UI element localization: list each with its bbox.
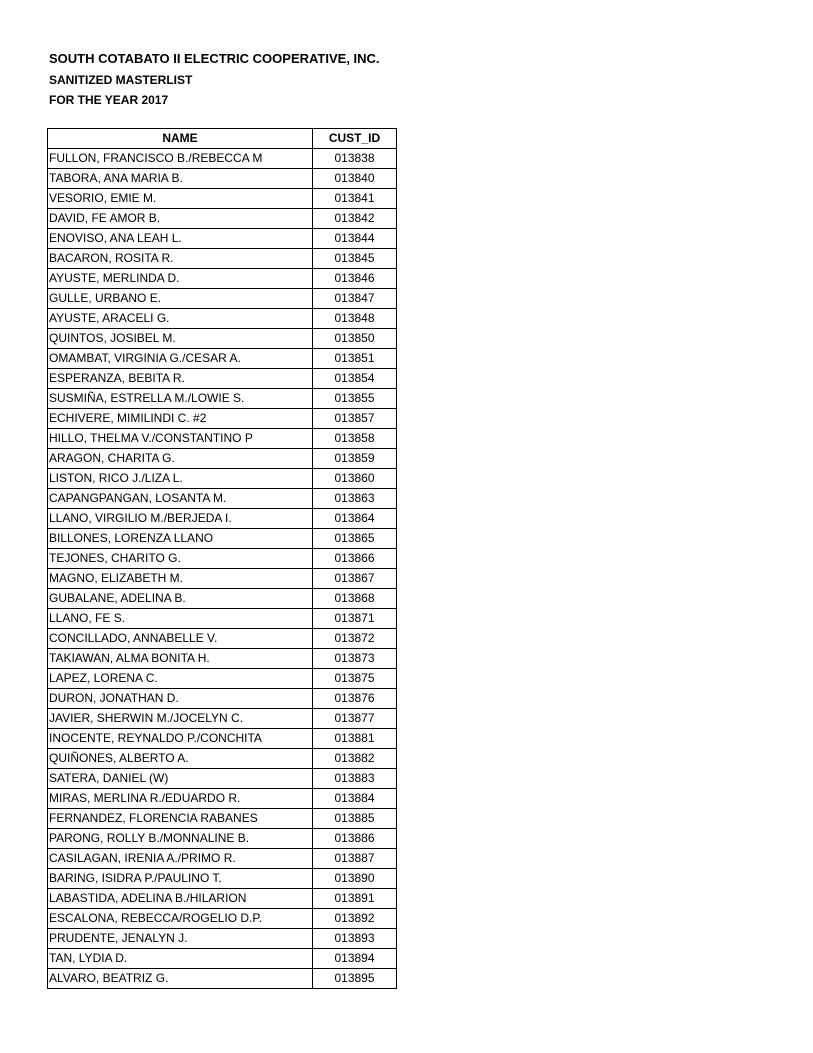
table-row (48, 289, 397, 309)
customer-id-cell: 013859 (313, 449, 397, 469)
table-row (48, 849, 397, 869)
customer-id-cell: 013894 (313, 949, 397, 969)
table-row (48, 869, 397, 889)
customer-id-cell: 013841 (313, 189, 397, 209)
masterlist-table (47, 128, 397, 989)
table-row (48, 149, 397, 169)
table-row (48, 389, 397, 409)
customer-id-cell: 013854 (313, 369, 397, 389)
customer-name-cell: DAVID, FE AMOR B. (48, 209, 313, 229)
customer-name-cell: CASILAGAN, IRENIA A./PRIMO R. (48, 849, 313, 869)
customer-id-cell: 013881 (313, 729, 397, 749)
customer-id-cell: 013883 (313, 769, 397, 789)
table-row (48, 609, 397, 629)
table-row (48, 649, 397, 669)
column-header-name: NAME (48, 129, 313, 149)
customer-id-cell: 013885 (313, 809, 397, 829)
customer-name-cell: HILLO, THELMA V./CONSTANTINO P (48, 429, 313, 449)
table-row (48, 929, 397, 949)
customer-name-cell: LLANO, VIRGILIO M./BERJEDA I. (48, 509, 313, 529)
table-row (48, 809, 397, 829)
table-row (48, 509, 397, 529)
document-header (49, 50, 380, 110)
customer-id-cell: 013851 (313, 349, 397, 369)
document-year: FOR THE YEAR 2017 (49, 93, 169, 107)
document-subtitle: SANITIZED MASTERLIST (49, 73, 193, 87)
customer-id-cell: 013864 (313, 509, 397, 529)
table-row (48, 409, 397, 429)
customer-id-cell: 013877 (313, 709, 397, 729)
customer-name-cell: FERNANDEZ, FLORENCIA RABANES (48, 809, 313, 829)
customer-id-cell: 013892 (313, 909, 397, 929)
customer-id-cell: 013865 (313, 529, 397, 549)
table-row (48, 709, 397, 729)
customer-name-cell: LLANO, FE S. (48, 609, 313, 629)
table-row (48, 169, 397, 189)
table-row (48, 769, 397, 789)
customer-name-cell: BACARON, ROSITA R. (48, 249, 313, 269)
customer-name-cell: TEJONES, CHARITO G. (48, 549, 313, 569)
customer-name-cell: LAPEZ, LORENA C. (48, 669, 313, 689)
table-row (48, 529, 397, 549)
customer-id-cell: 013858 (313, 429, 397, 449)
table-row (48, 629, 397, 649)
customer-name-cell: VESORIO, EMIE M. (48, 189, 313, 209)
table-row (48, 269, 397, 289)
customer-id-cell: 013846 (313, 269, 397, 289)
table-row (48, 669, 397, 689)
customer-name-cell: ALVARO, BEATRIZ G. (48, 969, 313, 989)
customer-id-cell: 013857 (313, 409, 397, 429)
table-row (48, 889, 397, 909)
customer-name-cell: GUBALANE, ADELINA B. (48, 589, 313, 609)
table-row (48, 229, 397, 249)
customer-id-cell: 013882 (313, 749, 397, 769)
customer-name-cell: INOCENTE, REYNALDO P./CONCHITA (48, 729, 313, 749)
customer-id-cell: 013887 (313, 849, 397, 869)
table-row (48, 949, 397, 969)
customer-name-cell: AYUSTE, ARACELI G. (48, 309, 313, 329)
customer-id-cell: 013890 (313, 869, 397, 889)
customer-name-cell: CAPANGPANGAN, LOSANTA M. (48, 489, 313, 509)
customer-name-cell: PARONG, ROLLY B./MONNALINE B. (48, 829, 313, 849)
table-header-row (48, 129, 397, 149)
table-row (48, 189, 397, 209)
customer-id-cell: 013863 (313, 489, 397, 509)
company-name: SOUTH COTABATO II ELECTRIC COOPERATIVE, INC. (49, 51, 380, 66)
table-row (48, 749, 397, 769)
customer-id-cell: 013868 (313, 589, 397, 609)
customer-id-cell: 013872 (313, 629, 397, 649)
customer-id-cell: 013873 (313, 649, 397, 669)
customer-id-cell: 013850 (313, 329, 397, 349)
customer-id-cell: 013871 (313, 609, 397, 629)
customer-name-cell: PRUDENTE, JENALYN J. (48, 929, 313, 949)
table-row (48, 309, 397, 329)
customer-id-cell: 013895 (313, 969, 397, 989)
customer-id-cell: 013860 (313, 469, 397, 489)
customer-name-cell: TABORA, ANA MARIA B. (48, 169, 313, 189)
customer-name-cell: ARAGON, CHARITA G. (48, 449, 313, 469)
table-row (48, 829, 397, 849)
customer-id-cell: 013886 (313, 829, 397, 849)
customer-name-cell: TAN, LYDIA D. (48, 949, 313, 969)
customer-name-cell: SATERA, DANIEL (W) (48, 769, 313, 789)
customer-id-cell: 013876 (313, 689, 397, 709)
customer-name-cell: LABASTIDA, ADELINA B./HILARION (48, 889, 313, 909)
table-row (48, 449, 397, 469)
customer-name-cell: GULLE, URBANO E. (48, 289, 313, 309)
customer-id-cell: 013844 (313, 229, 397, 249)
customer-id-cell: 013866 (313, 549, 397, 569)
table-row (48, 249, 397, 269)
customer-id-cell: 013838 (313, 149, 397, 169)
table-row (48, 329, 397, 349)
customer-name-cell: OMAMBAT, VIRGINIA G./CESAR A. (48, 349, 313, 369)
customer-id-cell: 013891 (313, 889, 397, 909)
table-row (48, 369, 397, 389)
customer-name-cell: ENOVISO, ANA LEAH L. (48, 229, 313, 249)
table-row (48, 209, 397, 229)
table-row (48, 349, 397, 369)
customer-name-cell: MAGNO, ELIZABETH M. (48, 569, 313, 589)
customer-id-cell: 013848 (313, 309, 397, 329)
customer-id-cell: 013875 (313, 669, 397, 689)
table-row (48, 729, 397, 749)
table-row (48, 969, 397, 989)
table-row (48, 589, 397, 609)
customer-name-cell: ESCALONA, REBECCA/ROGELIO D.P. (48, 909, 313, 929)
customer-name-cell: FULLON, FRANCISCO B./REBECCA M (48, 149, 313, 169)
customer-name-cell: TAKIAWAN, ALMA BONITA H. (48, 649, 313, 669)
column-header-cust-id: CUST_ID (313, 129, 397, 149)
table-body (48, 149, 397, 989)
customer-name-cell: DURON, JONATHAN D. (48, 689, 313, 709)
customer-name-cell: QUINTOS, JOSIBEL M. (48, 329, 313, 349)
customer-name-cell: LISTON, RICO J./LIZA L. (48, 469, 313, 489)
table-row (48, 549, 397, 569)
table-row (48, 909, 397, 929)
customer-name-cell: MIRAS, MERLINA R./EDUARDO R. (48, 789, 313, 809)
customer-name-cell: CONCILLADO, ANNABELLE V. (48, 629, 313, 649)
table-row (48, 789, 397, 809)
customer-id-cell: 013867 (313, 569, 397, 589)
customer-name-cell: QUIÑONES, ALBERTO A. (48, 749, 313, 769)
customer-name-cell: AYUSTE, MERLINDA D. (48, 269, 313, 289)
customer-id-cell: 013840 (313, 169, 397, 189)
customer-name-cell: BILLONES, LORENZA LLANO (48, 529, 313, 549)
customer-name-cell: ECHIVERE, MIMILINDI C. #2 (48, 409, 313, 429)
customer-id-cell: 013884 (313, 789, 397, 809)
table-row (48, 689, 397, 709)
customer-name-cell: JAVIER, SHERWIN M./JOCELYN C. (48, 709, 313, 729)
customer-id-cell: 013893 (313, 929, 397, 949)
customer-id-cell: 013845 (313, 249, 397, 269)
table-row (48, 429, 397, 449)
table-row (48, 489, 397, 509)
customer-name-cell: ESPERANZA, BEBITA R. (48, 369, 313, 389)
customer-id-cell: 013842 (313, 209, 397, 229)
customer-id-cell: 013855 (313, 389, 397, 409)
table-row (48, 469, 397, 489)
table-row (48, 569, 397, 589)
customer-id-cell: 013847 (313, 289, 397, 309)
customer-name-cell: SUSMIÑA, ESTRELLA M./LOWIE S. (48, 389, 313, 409)
customer-name-cell: BARING, ISIDRA P./PAULINO T. (48, 869, 313, 889)
